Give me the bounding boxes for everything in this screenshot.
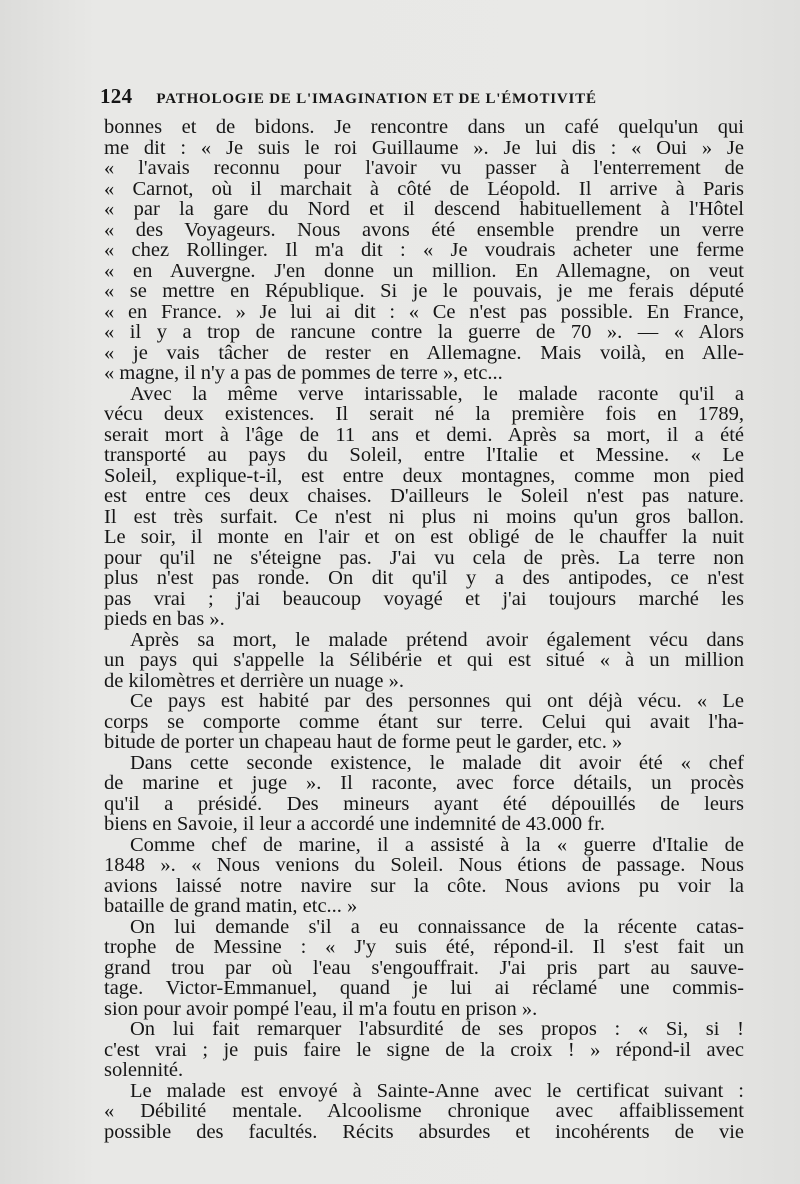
text-line: 1848 ». « Nous venions du Soleil. Nous étions de passage. Nous xyxy=(104,854,744,876)
text-line: On lui demande s'il a eu connaissance de la récente catas- xyxy=(130,915,744,938)
text-line: pour qu'il ne s'éteigne pas. J'ai vu cela de près. La terre non xyxy=(104,546,744,569)
text-line: tage. Victor-Emmanuel, quand je lui ai réclamé une commis- xyxy=(104,977,744,999)
text-line: trophe de Messine : « J'y suis été, répond-il. Il s'est fait un xyxy=(104,936,744,958)
paragraph xyxy=(104,630,744,692)
text-line: serait mort à l'âge de 11 ans et demi. Après sa mort, il a été xyxy=(104,423,744,446)
text-line: possible des facultés. Récits absurdes et incohérents de vie xyxy=(104,1120,744,1143)
text-line: de kilomètres et derrière un nuage ». xyxy=(104,669,404,692)
text-line: bitude de porter un chapeau haut de forme peut le garder, etc. » xyxy=(104,731,623,753)
text-line: « en France. » Je lui ai dit : « Ce n'est pas possible. En France, xyxy=(104,300,744,323)
text-line: Le soir, il monte en l'air et on est obligé de le chauffer la nuit xyxy=(104,526,744,548)
text-line: Le malade est envoyé à Sainte-Anne avec le certificat suivant : xyxy=(130,1079,744,1102)
text-line: avions laissé notre navire sur la côte. Nous avions pu voir la xyxy=(104,874,744,897)
text-line: « des Voyageurs. Nous avons été ensemble prendre un verre xyxy=(104,218,744,241)
text-line: bonnes et de bidons. Je rencontre dans un café quelqu'un qui xyxy=(104,116,744,138)
paragraph xyxy=(104,691,744,753)
text-line: de marine et juge ». Il raconte, avec force détails, un procès xyxy=(104,772,744,794)
text-line: transporté au pays du Soleil, entre l'Italie et Messine. « Le xyxy=(104,444,744,466)
paragraph xyxy=(104,835,744,917)
text-line: « Débilité mentale. Alcoolisme chronique avec affaiblissement xyxy=(104,1100,744,1122)
text-line: corps se comporte comme étant sur terre. Celui qui avait l'ha- xyxy=(104,710,744,733)
text-line: « Carnot, où il marchait à côté de Léopold. Il arrive à Paris xyxy=(104,177,744,200)
text-line: c'est vrai ; je puis faire le signe de la croix ! » répond-il avec xyxy=(104,1038,744,1061)
text-line: « en Auvergne. J'en donne un million. En Allemagne, on veut xyxy=(104,259,744,282)
text-line: « l'avais reconnu pour l'avoir vu passer à l'enterrement de xyxy=(104,157,744,179)
paragraph xyxy=(104,753,744,835)
page-number: 124 xyxy=(100,84,133,108)
paragraph xyxy=(104,1081,744,1143)
page-header xyxy=(100,84,750,109)
text-line: est entre ces deux chaises. D'ailleurs le Soleil n'est pas nature. xyxy=(104,485,744,507)
text-line: solennité. xyxy=(104,1059,184,1081)
text-line: Après sa mort, le malade prétend avoir également vécu dans xyxy=(130,628,744,651)
text-line: un pays qui s'appelle la Sélibérie et qui est situé « à un million xyxy=(104,649,744,671)
text-line: Comme chef de marine, il a assisté à la « guerre d'Italie de xyxy=(130,833,744,856)
paragraph xyxy=(104,1019,744,1081)
text-line: plus n'est pas ronde. On dit qu'il y a des antipodes, ce n'est xyxy=(104,567,744,589)
body-text xyxy=(104,117,744,1142)
text-line: vécu deux existences. Il serait né la première fois en 1789, xyxy=(104,403,744,425)
text-line: « il y a trop de rancune contre la guerre de 70 ». — « Alors xyxy=(104,321,744,343)
text-line: Soleil, explique-t-il, est entre deux montagnes, comme mon pied xyxy=(104,464,744,487)
paragraph xyxy=(104,117,744,384)
text-line: Dans cette seconde existence, le malade dit avoir été « chef xyxy=(130,751,744,774)
text-line: Avec la même verve intarissable, le malade raconte qu'il a xyxy=(130,382,744,405)
text-line: « par la gare du Nord et il descend habituellement à l'Hôtel xyxy=(104,198,744,220)
text-line: « je vais tâcher de rester en Allemagne. Mais voilà, en Alle- xyxy=(104,341,744,364)
text-line: « magne, il n'y a pas de pommes de terre », etc... xyxy=(104,362,503,384)
text-line: bataille de grand matin, etc... » xyxy=(104,895,358,917)
text-line: pas vrai ; j'ai beaucoup voyagé et j'ai toujours marché les xyxy=(104,587,744,610)
running-head: PATHOLOGIE DE L'IMAGINATION ET DE L'ÉMOTIVITÉ xyxy=(156,91,597,107)
text-line: pieds en bas ». xyxy=(104,608,225,630)
text-line: grand trou par où l'eau s'engouffrait. J'ai pris part au sauve- xyxy=(104,956,744,979)
paragraph xyxy=(104,917,744,1020)
text-line: « se mettre en République. Si je le pouvais, je me ferais député xyxy=(104,280,744,302)
text-line: Il est très surfait. Ce n'est ni plus ni moins qu'un gros ballon. xyxy=(104,505,744,528)
text-line: biens en Savoie, il leur a accordé une indemnité de 43.000 fr. xyxy=(104,813,605,835)
text-line: « chez Rollinger. Il m'a dit : « Je voudrais acheter une ferme xyxy=(104,239,744,261)
text-line: On lui fait remarquer l'absurdité de ses propos : « Si, si ! xyxy=(130,1018,744,1040)
text-line: qu'il a présidé. Des mineurs ayant été dépouillés de leurs xyxy=(104,792,744,815)
text-line: Ce pays est habité par des personnes qui ont déjà vécu. « Le xyxy=(130,690,744,712)
text-line: me dit : « Je suis le roi Guillaume ». Je lui dis : « Oui » Je xyxy=(104,136,744,159)
text-line: sion pour avoir pompé l'eau, il m'a foutu en prison ». xyxy=(104,997,538,1020)
paragraph xyxy=(104,384,744,630)
